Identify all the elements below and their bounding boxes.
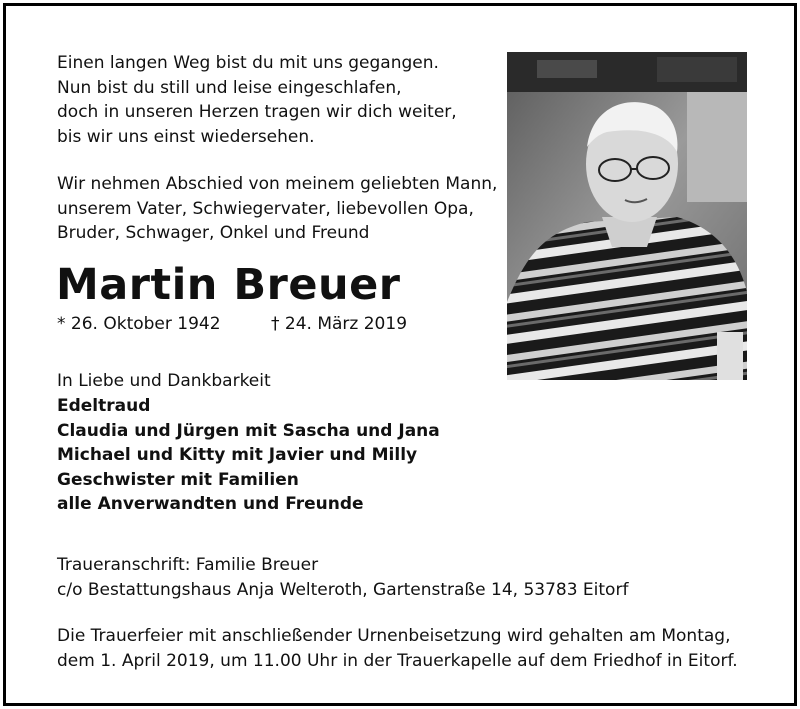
death-date: † 24. März 2019	[271, 314, 408, 334]
obituary-notice	[3, 3, 797, 706]
poem-line: doch in unseren Herzen tragen wir dich weiter,	[57, 102, 457, 122]
family-member: alle Anverwandten und Freunde	[57, 494, 364, 514]
family-list	[57, 394, 440, 517]
poem-line: bis wir uns einst wiedersehen.	[57, 126, 315, 147]
portrait-illustration	[507, 52, 747, 380]
poem-line: Nun bist du still und leise eingeschlafen,	[57, 77, 402, 98]
address-line: Traueranschrift: Familie Breuer	[57, 555, 319, 575]
portrait-photo	[507, 52, 747, 380]
intro-line: Bruder, Schwager, Onkel und Freund	[57, 223, 370, 243]
birth-date: * 26. Oktober 1942	[57, 314, 221, 334]
family-member: Edeltraud	[57, 396, 151, 416]
poem	[57, 51, 457, 149]
family-member: Geschwister mit Familien	[57, 469, 299, 490]
address-line: c/o Bestattungshaus Anja Welteroth, Gartenstraße 14, 53783 Eitorf	[57, 579, 629, 600]
funeral-service-info	[57, 624, 738, 673]
service-line: dem 1. April 2019, um 11.00 Uhr in der Trauerkapelle auf dem Friedhof in Eitorf.	[57, 650, 738, 671]
thanks-line: In Liebe und Dankbarkeit	[57, 371, 271, 391]
intro-line: Wir nehmen Abschied von meinem geliebten Mann,	[57, 174, 498, 194]
farewell-intro	[57, 172, 497, 246]
intro-line: unserem Vater, Schwiegervater, liebevollen Opa,	[57, 198, 474, 219]
family-member: Claudia und Jürgen mit Sascha und Jana	[57, 420, 440, 441]
deceased-name: Martin Breuer	[56, 260, 401, 310]
family-member: Michael und Kitty mit Javier und Milly	[57, 445, 418, 465]
mourning-address	[57, 553, 628, 602]
service-line: Die Trauerfeier mit anschließender Urnenbeisetzung wird gehalten am Montag,	[57, 626, 731, 646]
poem-line: Einen langen Weg bist du mit uns gegangen.	[57, 53, 439, 73]
